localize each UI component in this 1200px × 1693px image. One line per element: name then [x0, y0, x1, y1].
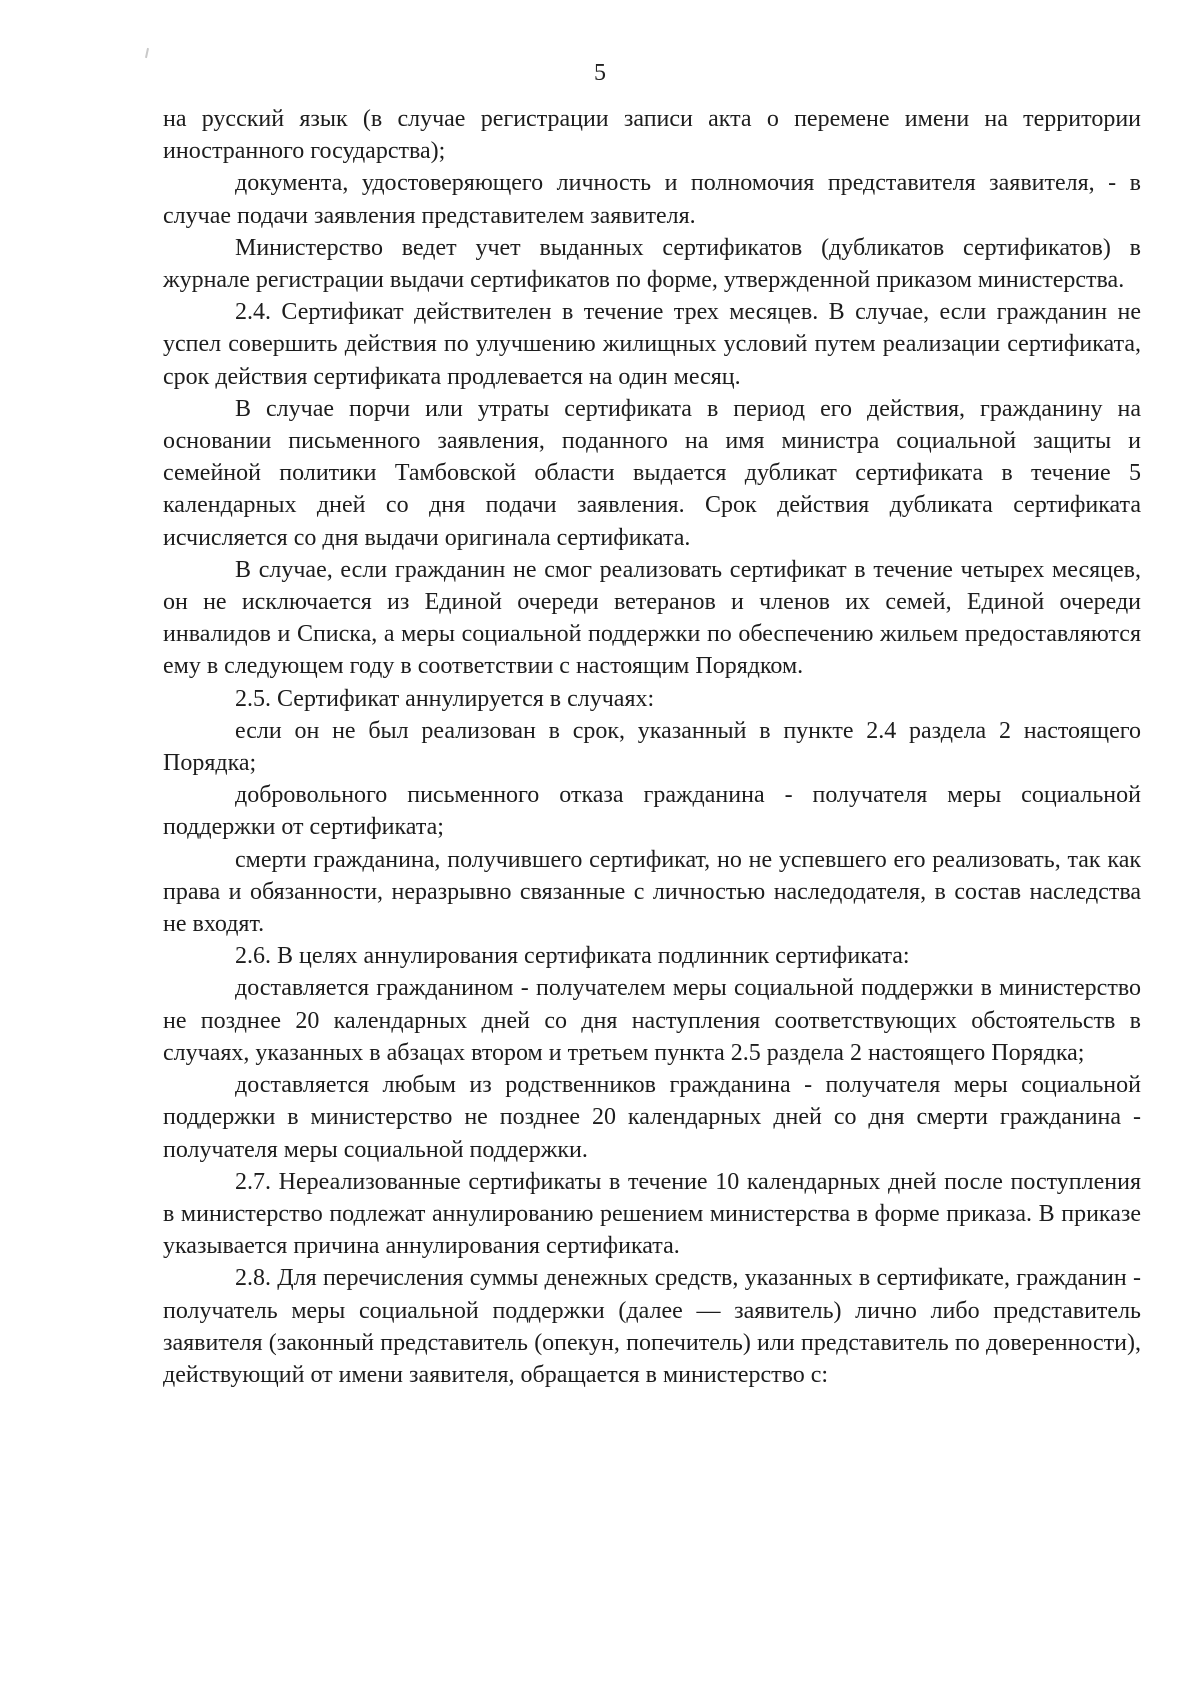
scan-artifact — [145, 48, 149, 58]
paragraph: документа, удостоверяющего личность и полномочия представителя заявителя, - в случае подачи заявления представителем заявителя. — [163, 170, 1141, 229]
paragraph: Министерство ведет учет выданных сертификатов (дубликатов сертификатов) в журнале регистрации выдачи сертификатов по форме, утвержденной приказом министерства. — [163, 234, 1141, 294]
paragraph-section-2-7: 2.7. Нереализованные сертификаты в течение 10 календарных дней после поступления в министерство подлежат аннулированию решением министерства в форме приказа. В приказе указывается причина аннулирования сертификата. — [163, 1168, 1141, 1260]
paragraph-section-2-6: 2.6. В целях аннулирования сертификата подлинник сертификата: — [235, 943, 910, 970]
paragraph-section-2-8: 2.8. Для перечисления суммы денежных средств, указанных в сертификате, гражданин - получатель меры социальной поддержки (далее — заявитель) лично либо представитель заявителя (законный представитель (опекун, попечитель) или представитель по доверенности), действующий от имени заявителя, обращается в министерство с: — [163, 1265, 1141, 1388]
paragraph-section-2-5: 2.5. Сертификат аннулируется в случаях: — [235, 685, 655, 712]
paragraph-continuation: на русский язык (в случае регистрации записи акта о перемене имени на территории иностранного государства); — [163, 106, 1141, 165]
paragraph: В случае, если гражданин не смог реализовать сертификат в течение четырех месяцев, он не исключается из Единой очереди ветеранов и членов их семей, Единой очереди инвалидов и Списка, а меры социальной поддержки по обеспечению жильем предоставляются ему в следующем году в соответствии с настоящим Порядком. — [163, 556, 1141, 680]
list-item: добровольного письменного отказа гражданина - получателя меры социальной поддержки от сертификата; — [163, 782, 1141, 841]
paragraph-section-2-4: 2.4. Сертификат действителен в течение трех месяцев. В случае, если гражданин не успел совершить действия по улучшению жилищных условий путем реализации сертификата, срок действия сертификата продлевается на один месяц. — [163, 299, 1141, 390]
paragraph: В случае порчи или утраты сертификата в период его действия, гражданину на основании письменного заявления, поданного на имя министра социальной защиты и семейной политики Тамбовской области выдается дубликат сертификата в течение 5 календарных дней со дня подачи заявления. Срок действия дубликата сертификата исчисляется со дня выдачи оригинала сертификата. — [163, 395, 1141, 551]
list-item: доставляется гражданином - получателем меры социальной поддержки в министерство не позднее 20 календарных дней со дня наступления соответствующих обстоятельств в случаях, указанных в абзацах втором и третьем пункта 2.5 раздела 2 настоящего Порядка; — [163, 975, 1141, 1066]
document-body — [163, 103, 1141, 1391]
list-item: доставляется любым из родственников гражданина - получателя меры социальной поддержки в министерство не позднее 20 календарных дней со дня смерти гражданина - получателя меры социальной поддержки. — [163, 1072, 1141, 1163]
list-item: если он не был реализован в срок, указанный в пункте 2.4 раздела 2 настоящего Порядка; — [163, 717, 1141, 777]
list-item: смерти гражданина, получившего сертификат, но не успевшего его реализовать, так как права и обязанности, неразрывно связанные с личностью наследодателя, в состав наследства не входят. — [163, 846, 1141, 938]
page-number: 5 — [594, 60, 606, 86]
